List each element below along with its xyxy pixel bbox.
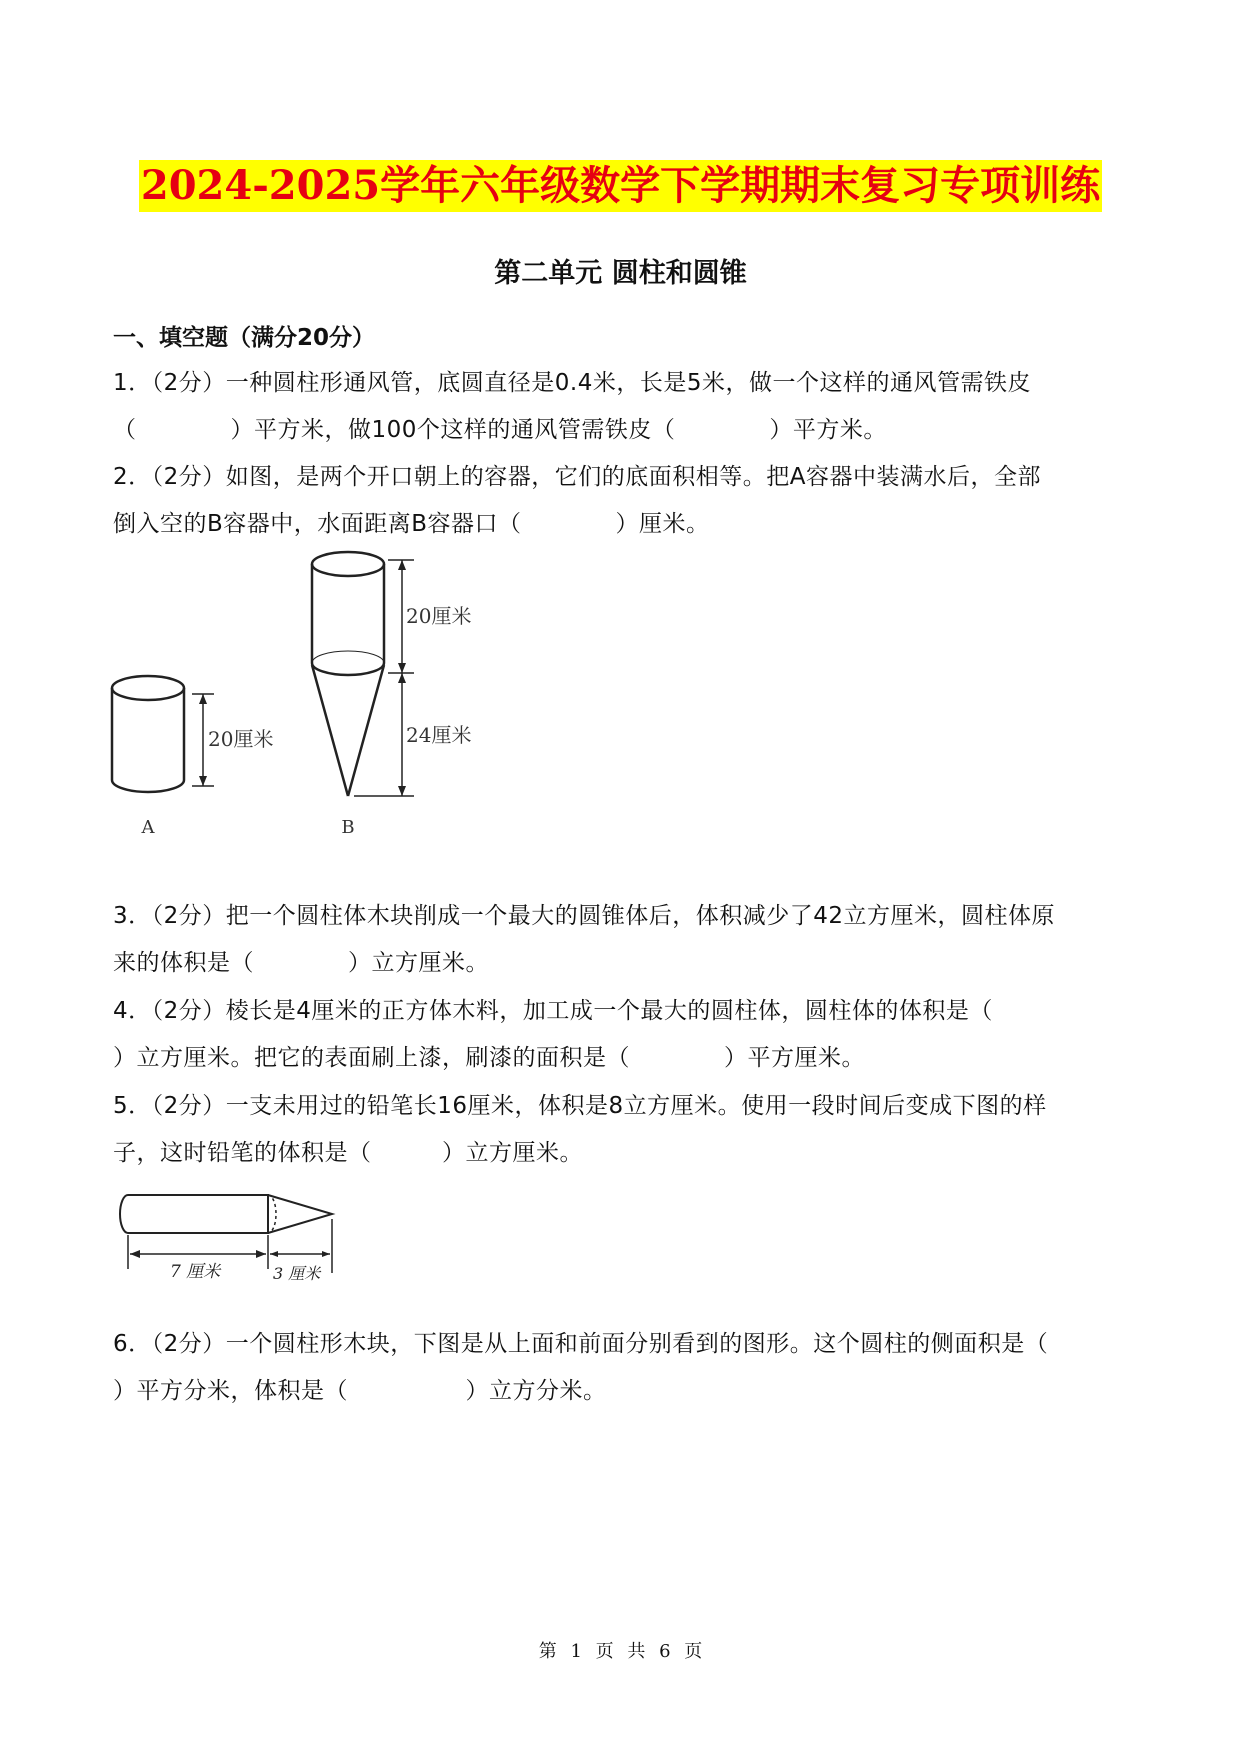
a-height-label: 20厘米 (208, 727, 274, 751)
q5-line1: 5．（2分）一支未用过的铅笔长16厘米，体积是8立方厘米。使用一段时间后变成下图的样 (113, 1093, 1047, 1119)
pencil-left-length: 7 厘米 (170, 1262, 221, 1282)
a-label: A (141, 817, 155, 838)
q2-line2: 倒入空的B容器中，水面距离B容器口（ ）厘米。 (113, 511, 710, 537)
page-footer: 第 1 页 共 6 页 (538, 1641, 703, 1662)
q1-line2: （ ）平方米，做100个这样的通风管需铁皮（ ）平方米。 (113, 417, 887, 443)
b-label: B (341, 817, 355, 838)
q3-line1: 3．（2分）把一个圆柱体木块削成一个最大的圆锥体后，体积减少了42立方厘米，圆柱体原 (113, 903, 1056, 929)
q6-line1: 6．（2分）一个圆柱形木块，下图是从上面和前面分别看到的图形。这个圆柱的侧面积是（ (113, 1331, 1049, 1357)
cylinder-a-top (112, 676, 184, 700)
cone-b-right (348, 665, 384, 796)
b-cone-height-label: 24厘米 (406, 723, 472, 747)
q1-line1: 1．（2分）一种圆柱形通风管，底圆直径是0.4米，长是5米，做一个这样的通风管需铁皮 (113, 370, 1031, 396)
containers-figure (100, 550, 500, 840)
q4-line2: ）立方厘米。把它的表面刷上漆，刷漆的面积是（ ）平方厘米。 (113, 1045, 865, 1071)
title-wrap (0, 160, 1241, 212)
b-top-height-label: 20厘米 (406, 604, 472, 628)
pencil-figure (110, 1185, 350, 1285)
cylinder-a-bottom (112, 780, 184, 792)
pencil-tip (268, 1195, 332, 1233)
q3-line2: 来的体积是（ ）立方厘米。 (113, 950, 489, 976)
pencil-right-length: 3 厘米 (273, 1264, 321, 1283)
cone-b-left (312, 665, 348, 796)
q2-line1: 2．（2分）如图，是两个开口朝上的容器，它们的底面积相等。把A容器中装满水后，全部 (113, 464, 1042, 490)
q4-line1: 4．（2分）棱长是4厘米的正方体木料，加工成一个最大的圆柱体，圆柱体的体积是（ (113, 998, 993, 1024)
pencil-body (120, 1195, 268, 1233)
q6-line2: ）平方分米，体积是（ ）立方分米。 (113, 1378, 607, 1404)
page-title: 2024-2025学年六年级数学下学期期末复习专项训练 (139, 160, 1102, 212)
cylinder-b-top (312, 552, 384, 576)
q5-line2: 子，这时铅笔的体积是（ ）立方厘米。 (113, 1140, 583, 1166)
section-heading: 一、填空题（满分20分） (113, 325, 376, 351)
unit-subtitle: 第二单元 圆柱和圆锥 (494, 258, 747, 289)
